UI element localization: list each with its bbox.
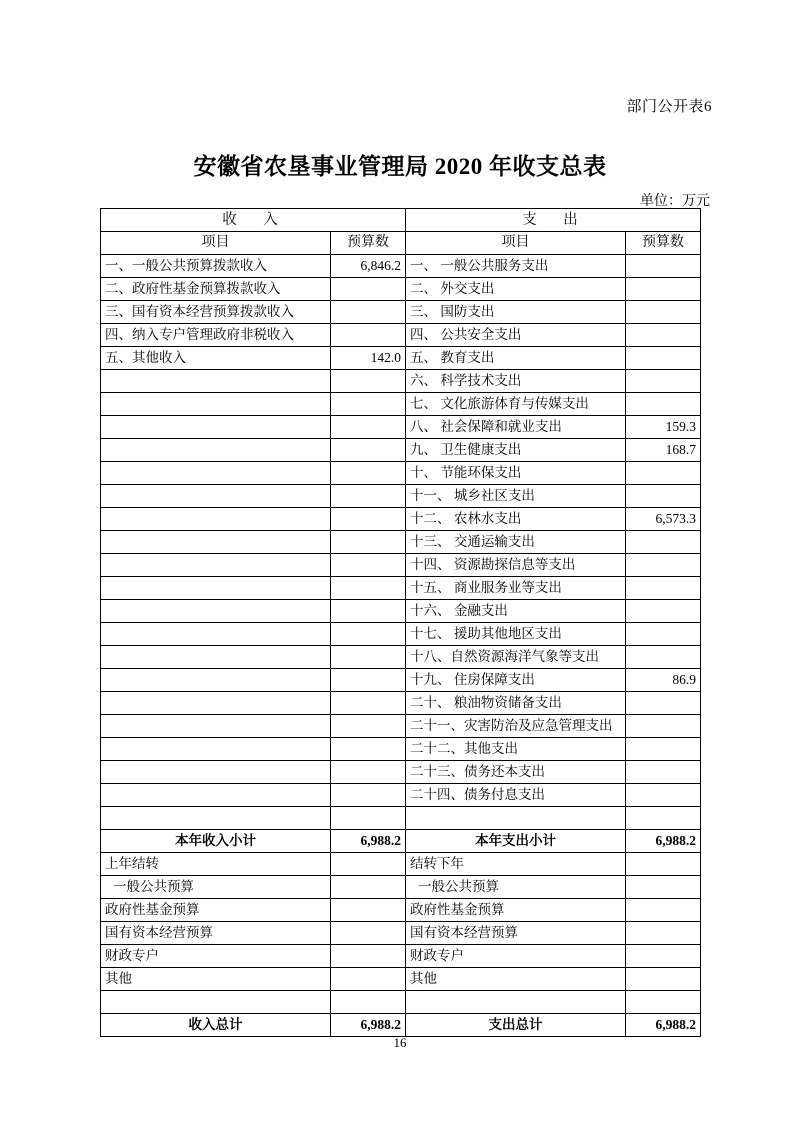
expenditure-budget-value (626, 945, 701, 968)
budget-table (100, 208, 701, 1037)
expenditure-budget-value (626, 623, 701, 646)
income-budget-value (331, 738, 406, 761)
expenditure-item-label: 十九、 住房保障支出 (406, 669, 626, 692)
expenditure-item-label: 十七、 援助其他地区支出 (406, 623, 626, 646)
expenditure-budget-value (626, 853, 701, 876)
table-row (101, 784, 701, 807)
table-row (101, 646, 701, 669)
expenditure-budget-value: 6,988.2 (626, 1014, 701, 1037)
income-item-label (101, 508, 331, 531)
income-budget-value (331, 876, 406, 899)
expenditure-item-label (406, 807, 626, 830)
income-item-label (101, 600, 331, 623)
column-header-expenditure-item: 项目 (406, 232, 626, 255)
income-item-label (101, 991, 331, 1014)
income-budget-value (331, 508, 406, 531)
income-budget-value (331, 485, 406, 508)
table-row (101, 508, 701, 531)
table-row-carryover (101, 968, 701, 991)
expenditure-budget-value (626, 278, 701, 301)
income-item-label: 上年结转 (101, 853, 331, 876)
income-item-label (101, 577, 331, 600)
expenditure-budget-value (626, 715, 701, 738)
table-row-total (101, 1014, 701, 1037)
income-item-label (101, 784, 331, 807)
expenditure-item-label: 七、 文化旅游体育与传媒支出 (406, 393, 626, 416)
expenditure-item-label: 九、 卫生健康支出 (406, 439, 626, 462)
income-budget-value (331, 278, 406, 301)
table-row-carryover (101, 853, 701, 876)
expenditure-item-label: 政府性基金预算 (406, 899, 626, 922)
table-row (101, 393, 701, 416)
expenditure-budget-value (626, 462, 701, 485)
expenditure-item-label: 十八、自然资源海洋气象等支出 (406, 646, 626, 669)
income-item-label (101, 531, 331, 554)
expenditure-item-label: 十五、 商业服务业等支出 (406, 577, 626, 600)
income-item-label (101, 416, 331, 439)
expenditure-item-label: 三、 国防支出 (406, 301, 626, 324)
income-budget-value (331, 669, 406, 692)
income-budget-value: 142.0 (331, 347, 406, 370)
expenditure-item-label: 十四、 资源勘探信息等支出 (406, 554, 626, 577)
expenditure-item-label: 结转下年 (406, 853, 626, 876)
income-budget-value (331, 922, 406, 945)
column-header-expenditure-budget: 预算数 (626, 232, 701, 255)
expenditure-item-label: 二、 外交支出 (406, 278, 626, 301)
expenditure-budget-value (626, 554, 701, 577)
document-header-label: 部门公开表6 (626, 99, 712, 115)
income-budget-value (331, 807, 406, 830)
table-row (101, 577, 701, 600)
table-row (101, 370, 701, 393)
income-item-label (101, 692, 331, 715)
income-item-label (101, 370, 331, 393)
table-row (101, 807, 701, 830)
table-row-carryover (101, 991, 701, 1014)
table-row (101, 531, 701, 554)
expenditure-item-label: 二十、 粮油物资储备支出 (406, 692, 626, 715)
expenditure-budget-value (626, 646, 701, 669)
expenditure-budget-value (626, 600, 701, 623)
income-item-label: 收入总计 (101, 1014, 331, 1037)
table-row (101, 554, 701, 577)
group-header-expenditure: 支 出 (406, 209, 701, 232)
income-budget-value (331, 301, 406, 324)
expenditure-budget-value (626, 531, 701, 554)
expenditure-item-label: 十、 节能环保支出 (406, 462, 626, 485)
expenditure-budget-value (626, 876, 701, 899)
expenditure-budget-value: 6,988.2 (626, 830, 701, 853)
table-row (101, 485, 701, 508)
table-row (101, 255, 701, 278)
page-title: 安徽省农垦事业管理局 2020 年收支总表 (193, 154, 607, 179)
page-number: 16 (393, 1035, 407, 1050)
income-budget-value: 6,988.2 (331, 830, 406, 853)
income-item-label (101, 761, 331, 784)
income-budget-value (331, 853, 406, 876)
income-item-label (101, 807, 331, 830)
expenditure-budget-value (626, 577, 701, 600)
income-budget-value (331, 554, 406, 577)
income-budget-value (331, 623, 406, 646)
income-budget-value (331, 784, 406, 807)
expenditure-budget-value (626, 899, 701, 922)
income-item-label: 五、其他收入 (101, 347, 331, 370)
table-row (101, 462, 701, 485)
income-budget-value (331, 439, 406, 462)
income-budget-value (331, 462, 406, 485)
income-budget-value (331, 968, 406, 991)
income-budget-value (331, 600, 406, 623)
income-budget-value (331, 416, 406, 439)
table-row (101, 669, 701, 692)
income-budget-value: 6,988.2 (331, 1014, 406, 1037)
expenditure-budget-value (626, 784, 701, 807)
income-item-label (101, 485, 331, 508)
expenditure-budget-value (626, 393, 701, 416)
income-budget-value (331, 715, 406, 738)
income-item-label (101, 715, 331, 738)
expenditure-budget-value (626, 485, 701, 508)
income-item-label: 政府性基金预算 (101, 899, 331, 922)
table-row-carryover (101, 899, 701, 922)
expenditure-item-label: 财政专户 (406, 945, 626, 968)
income-item-label: 财政专户 (101, 945, 331, 968)
income-item-label: 二、政府性基金预算拨款收入 (101, 278, 331, 301)
table-row (101, 761, 701, 784)
income-budget-value (331, 370, 406, 393)
expenditure-item-label: 二十一、灾害防治及应急管理支出 (406, 715, 626, 738)
unit-note: 单位：万元 (640, 194, 710, 209)
income-item-label (101, 669, 331, 692)
income-budget-value (331, 577, 406, 600)
income-item-label: 一、一般公共预算拨款收入 (101, 255, 331, 278)
expenditure-item-label: 二十四、债务付息支出 (406, 784, 626, 807)
group-header-income: 收 入 (101, 209, 406, 232)
table-group-header-row (101, 209, 701, 232)
expenditure-budget-value (626, 347, 701, 370)
column-header-income-item: 项目 (101, 232, 331, 255)
expenditure-budget-value (626, 301, 701, 324)
table-row-carryover (101, 876, 701, 899)
income-budget-value (331, 761, 406, 784)
income-item-label (101, 738, 331, 761)
expenditure-budget-value (626, 692, 701, 715)
income-item-label: 三、国有资本经营预算拨款收入 (101, 301, 331, 324)
expenditure-budget-value (626, 738, 701, 761)
table-row (101, 347, 701, 370)
income-item-label (101, 393, 331, 416)
expenditure-item-label: 国有资本经营预算 (406, 922, 626, 945)
expenditure-budget-value (626, 922, 701, 945)
income-budget-value (331, 899, 406, 922)
income-budget-value: 6,846.2 (331, 255, 406, 278)
expenditure-item-label: 八、 社会保障和就业支出 (406, 416, 626, 439)
table-row (101, 416, 701, 439)
table-row (101, 301, 701, 324)
expenditure-budget-value (626, 968, 701, 991)
expenditure-budget-value (626, 807, 701, 830)
table-row (101, 715, 701, 738)
income-item-label (101, 554, 331, 577)
expenditure-item-label: 一般公共预算 (406, 876, 626, 899)
income-item-label (101, 439, 331, 462)
table-row (101, 278, 701, 301)
table-row (101, 439, 701, 462)
expenditure-budget-value (626, 761, 701, 784)
income-budget-value (331, 991, 406, 1014)
income-item-label: 本年收入小计 (101, 830, 331, 853)
income-budget-value (331, 393, 406, 416)
expenditure-item-label: 支出总计 (406, 1014, 626, 1037)
table-column-header-row (101, 232, 701, 255)
table-row-carryover (101, 945, 701, 968)
income-item-label: 四、纳入专户管理政府非税收入 (101, 324, 331, 347)
income-budget-value (331, 531, 406, 554)
table-row (101, 600, 701, 623)
expenditure-item-label: 其他 (406, 968, 626, 991)
expenditure-budget-value: 6,573.3 (626, 508, 701, 531)
expenditure-budget-value (626, 255, 701, 278)
expenditure-budget-value (626, 324, 701, 347)
income-budget-value (331, 646, 406, 669)
expenditure-item-label: 二十三、债务还本支出 (406, 761, 626, 784)
expenditure-item-label: 十一、 城乡社区支出 (406, 485, 626, 508)
expenditure-item-label: 五、 教育支出 (406, 347, 626, 370)
income-item-label (101, 623, 331, 646)
expenditure-item-label: 四、 公共安全支出 (406, 324, 626, 347)
expenditure-item-label: 二十二、其他支出 (406, 738, 626, 761)
table-row (101, 738, 701, 761)
expenditure-item-label (406, 991, 626, 1014)
table-row (101, 692, 701, 715)
table-row (101, 324, 701, 347)
column-header-income-budget: 预算数 (331, 232, 406, 255)
income-budget-value (331, 945, 406, 968)
expenditure-budget-value: 168.7 (626, 439, 701, 462)
table-row-carryover (101, 922, 701, 945)
income-item-label (101, 646, 331, 669)
income-item-label (101, 462, 331, 485)
income-item-label: 一般公共预算 (101, 876, 331, 899)
expenditure-item-label: 本年支出小计 (406, 830, 626, 853)
expenditure-budget-value: 159.3 (626, 416, 701, 439)
income-budget-value (331, 692, 406, 715)
table-row-subtotal (101, 830, 701, 853)
expenditure-item-label: 一、 一般公共服务支出 (406, 255, 626, 278)
expenditure-budget-value (626, 370, 701, 393)
table-row (101, 623, 701, 646)
expenditure-item-label: 十六、 金融支出 (406, 600, 626, 623)
expenditure-budget-value (626, 991, 701, 1014)
expenditure-item-label: 六、 科学技术支出 (406, 370, 626, 393)
expenditure-item-label: 十三、 交通运输支出 (406, 531, 626, 554)
income-budget-value (331, 324, 406, 347)
income-item-label: 其他 (101, 968, 331, 991)
expenditure-item-label: 十二、 农林水支出 (406, 508, 626, 531)
expenditure-budget-value: 86.9 (626, 669, 701, 692)
income-item-label: 国有资本经营预算 (101, 922, 331, 945)
